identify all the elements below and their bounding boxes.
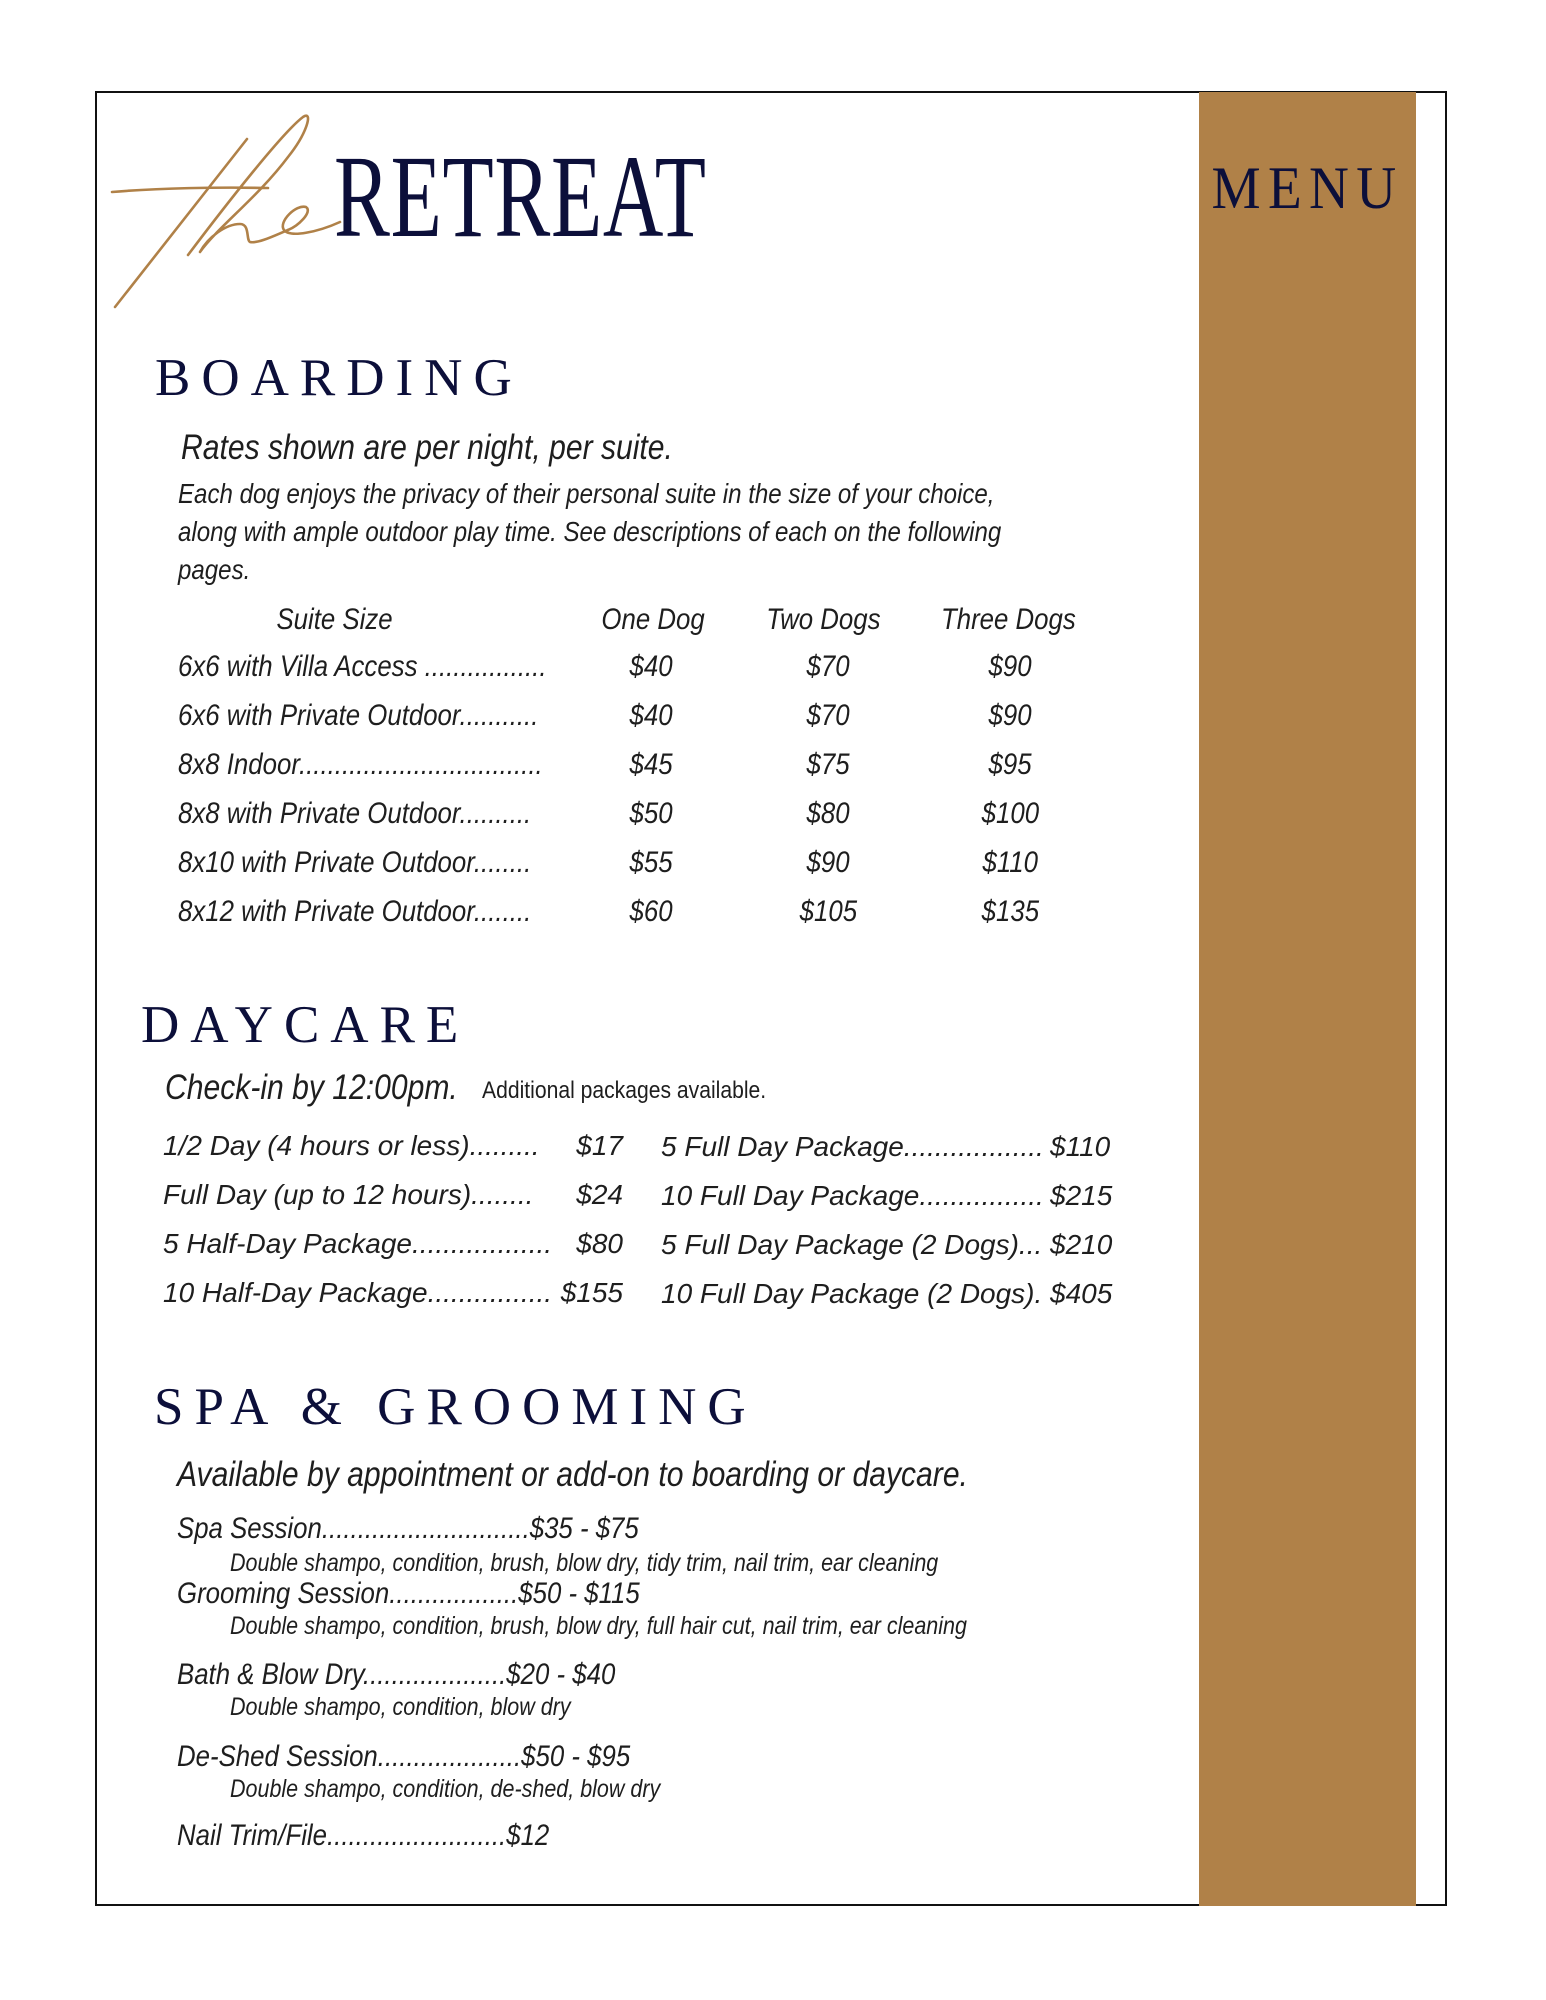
- price-three-dogs: $100: [981, 797, 1039, 830]
- spa-service-label: Nail Trim/File.........................: [177, 1819, 507, 1852]
- suite-size-cell: 8x8 Indoor..................................: [178, 748, 543, 781]
- spa-service-price: $35 - $75: [529, 1512, 639, 1545]
- price-one-dog: $50: [629, 797, 673, 830]
- spa-service-label: Grooming Session..................: [177, 1577, 519, 1610]
- spa-title: SPA & GROOMING: [154, 1378, 757, 1436]
- daycare-item-price: $24: [576, 1179, 623, 1210]
- daycare-item-label: 5 Half-Day Package..................: [163, 1228, 553, 1259]
- daycare-item-price: $155: [560, 1277, 623, 1308]
- spa-service-line: [177, 1512, 639, 1546]
- price-two-dogs: $70: [806, 699, 850, 732]
- suite-size-cell: 8x12 with Private Outdoor........: [178, 895, 532, 928]
- daycare-item-label: 1/2 Day (4 hours or less).........: [163, 1130, 540, 1161]
- price-two-dogs: $80: [806, 797, 850, 830]
- price-one-dog: $40: [629, 699, 673, 732]
- price-one-dog: $45: [629, 748, 673, 781]
- price-three-dogs: $90: [988, 650, 1032, 683]
- daycare-item-price: $80: [576, 1228, 623, 1259]
- column-header-suite-size: Suite Size: [276, 603, 394, 636]
- daycare-item-price: $17: [576, 1130, 623, 1161]
- daycare-item-label: 10 Full Day Package................: [661, 1180, 1044, 1211]
- spa-subtitle: Available by appointment or add-on to boarding or daycare.: [177, 1455, 968, 1494]
- spa-service-price: $50 - $95: [521, 1740, 631, 1773]
- spa-service-label: Bath & Blow Dry....................: [177, 1658, 507, 1691]
- daycare-checkin-line: [165, 1068, 805, 1108]
- spa-service-line: [177, 1740, 630, 1774]
- logo-wordmark: RETREAT: [334, 131, 707, 262]
- price-two-dogs: $105: [799, 895, 857, 928]
- price-two-dogs: $75: [806, 748, 850, 781]
- price-three-dogs: $95: [988, 748, 1032, 781]
- price-three-dogs: $135: [981, 895, 1039, 928]
- daycare-note: Additional packages available.: [481, 1077, 767, 1104]
- spa-service-description: Double shampo, condition, blow dry: [230, 1693, 571, 1721]
- column-header-three-dogs: Three Dogs: [940, 603, 1076, 636]
- price-three-dogs: $90: [988, 699, 1032, 732]
- logo-script-the: [108, 112, 348, 312]
- spa-service-line: [177, 1577, 640, 1611]
- spa-service-price: $12: [506, 1819, 550, 1852]
- menu-label: MENU: [1211, 155, 1404, 221]
- daycare-item-price: $215: [1050, 1180, 1113, 1211]
- suite-size-cell: 6x6 with Private Outdoor...........: [178, 699, 539, 732]
- daycare-item-label: 10 Half-Day Package................: [163, 1277, 553, 1308]
- suite-size-cell: 6x6 with Villa Access .................: [178, 650, 547, 683]
- spa-service-label: De-Shed Session....................: [177, 1740, 522, 1773]
- spa-service-price: $50 - $115: [518, 1577, 640, 1610]
- daycare-item-label: 5 Full Day Package (2 Dogs)...: [661, 1229, 1043, 1260]
- spa-service-label: Spa Session.............................: [177, 1512, 530, 1545]
- boarding-description-line: along with ample outdoor play time. See descriptions of each on the following: [178, 516, 1002, 547]
- column-header-two-dogs: Two Dogs: [765, 603, 881, 636]
- price-one-dog: $60: [629, 895, 673, 928]
- suite-size-cell: 8x10 with Private Outdoor........: [178, 846, 532, 879]
- price-one-dog: $40: [629, 650, 673, 683]
- daycare-item-price: $405: [1050, 1278, 1113, 1309]
- price-two-dogs: $90: [806, 846, 850, 879]
- spa-service-line: [177, 1819, 549, 1853]
- spa-service-description: Double shampo, condition, de-shed, blow dry: [230, 1775, 661, 1803]
- daycare-item-price: $210: [1050, 1229, 1113, 1260]
- spa-service-description: Double shampo, condition, brush, blow dry, full hair cut, nail trim, ear cleaning: [230, 1612, 967, 1640]
- daycare-item-label: 10 Full Day Package (2 Dogs).: [661, 1278, 1043, 1309]
- price-two-dogs: $70: [806, 650, 850, 683]
- suite-size-cell: 8x8 with Private Outdoor..........: [178, 797, 532, 830]
- price-three-dogs: $110: [982, 846, 1038, 879]
- daycare-item-price: $110: [1050, 1131, 1111, 1162]
- daycare-item-label: Full Day (up to 12 hours)........: [163, 1179, 534, 1210]
- price-one-dog: $55: [629, 846, 673, 879]
- column-header-one-dog: One Dog: [601, 603, 705, 636]
- menu-side-bar: [1199, 92, 1416, 1906]
- spa-service-price: $20 - $40: [506, 1658, 616, 1691]
- boarding-title: BOARDING: [155, 349, 523, 407]
- daycare-item-label: 5 Full Day Package..................: [661, 1131, 1044, 1162]
- spa-service-line: [177, 1658, 615, 1692]
- boarding-subtitle: Rates shown are per night, per suite.: [181, 428, 673, 467]
- daycare-checkin: Check-in by 12:00pm.: [165, 1068, 458, 1107]
- boarding-description-line: Each dog enjoys the privacy of their personal suite in the size of your choice,: [178, 478, 995, 509]
- daycare-title: DAYCARE: [141, 996, 470, 1054]
- boarding-description-line: pages.: [178, 554, 251, 585]
- spa-service-description: Double shampo, condition, brush, blow dry, tidy trim, nail trim, ear cleaning: [230, 1549, 939, 1577]
